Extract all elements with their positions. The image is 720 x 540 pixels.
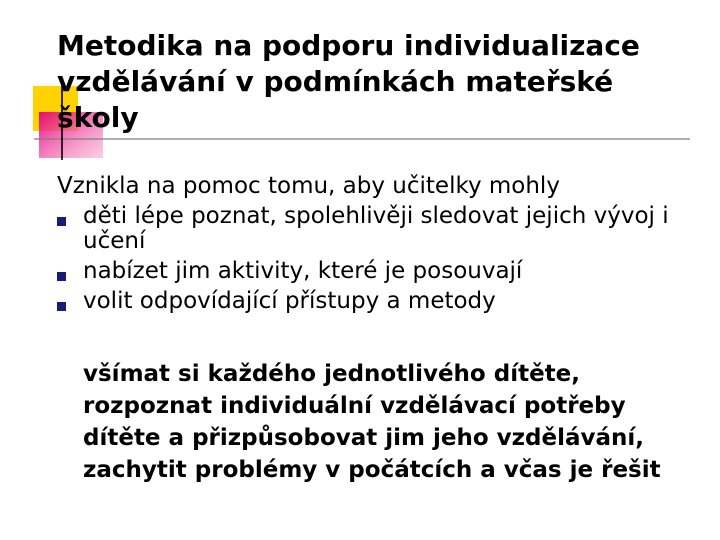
square-bullet-icon xyxy=(57,259,83,281)
bullet-text: nabízet jim aktivity, které je posouvají xyxy=(83,258,523,284)
list-item xyxy=(57,204,707,254)
emphasis-paragraph: všímat si každého jednotlivého dítěte, rozpoznat individuální vzdělávací potřeby dítěte a přizpůsobovat jim jeho vzdělávání, zachytit problémy v počátcích a včas je řešit xyxy=(83,361,661,483)
slide-title: Metodika na podporu individualizace vzdělávání v podmínkách mateřské školy xyxy=(57,29,640,134)
square-bullet-icon xyxy=(57,289,83,311)
intro-text: Vznikla na pomoc tomu, aby učitelky mohly xyxy=(57,173,560,199)
bullet-text: děti lépe poznat, spolehlivěji sledovat jejich vývoj i učení xyxy=(83,203,669,254)
slide-body xyxy=(57,172,707,319)
square-bullet-icon xyxy=(57,204,83,226)
bullet-text: volit odpovídající přístupy a metody xyxy=(83,288,496,314)
bullet-list xyxy=(57,204,707,314)
list-item xyxy=(57,289,707,314)
list-item xyxy=(57,259,707,284)
